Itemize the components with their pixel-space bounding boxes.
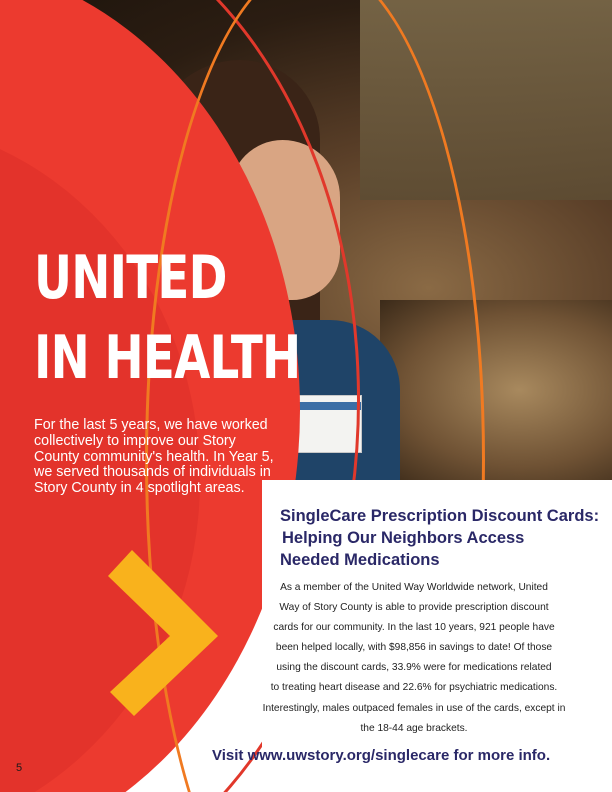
page-number: 5 [16,762,23,774]
feature-body-line: been helped locally, with $98,856 in savings to date! Of those [275,642,553,654]
title-line-1: UNITED [34,243,227,313]
feature-body-line: the 18-44 age brackets. [360,722,468,734]
feature-heading-line-2: Helping Our Neighbors Access [282,529,525,547]
singlecare-link[interactable]: Visit www.uwstory.org/singlecare for more info. [212,747,551,764]
title-line-2: IN HEALTH [34,323,301,393]
feature-heading-line-1: SingleCare Prescription Discount Cards: [280,507,600,525]
feature-body-line: Way of Story County is able to provide prescription discount [279,602,549,614]
feature-body-line: Interestingly, males outpaced females in use of the cards, except in [262,702,566,714]
feature-heading-line-3: Needed Medications [280,551,440,569]
chevron-right-icon [100,548,220,718]
intro-paragraph: For the last 5 years, we have worked collectively to improve our Story County community's health. In Year 5, we served thousands of individuals in Story County in 4 spotlight areas. [34,417,274,497]
feature-body-line: As a member of the United Way Worldwide network, United [280,582,548,593]
feature-body-line: using the discount cards, 33.9% were for medications related [276,662,552,674]
feature-body-line: to treating heart disease and 22.6% for psychiatric medications. [270,682,558,694]
feature-heading [280,505,600,571]
feature-body-line: cards for our community. In the last 10 years, 921 people have [273,622,555,634]
page-title [34,238,300,398]
feature-body [224,578,604,739]
